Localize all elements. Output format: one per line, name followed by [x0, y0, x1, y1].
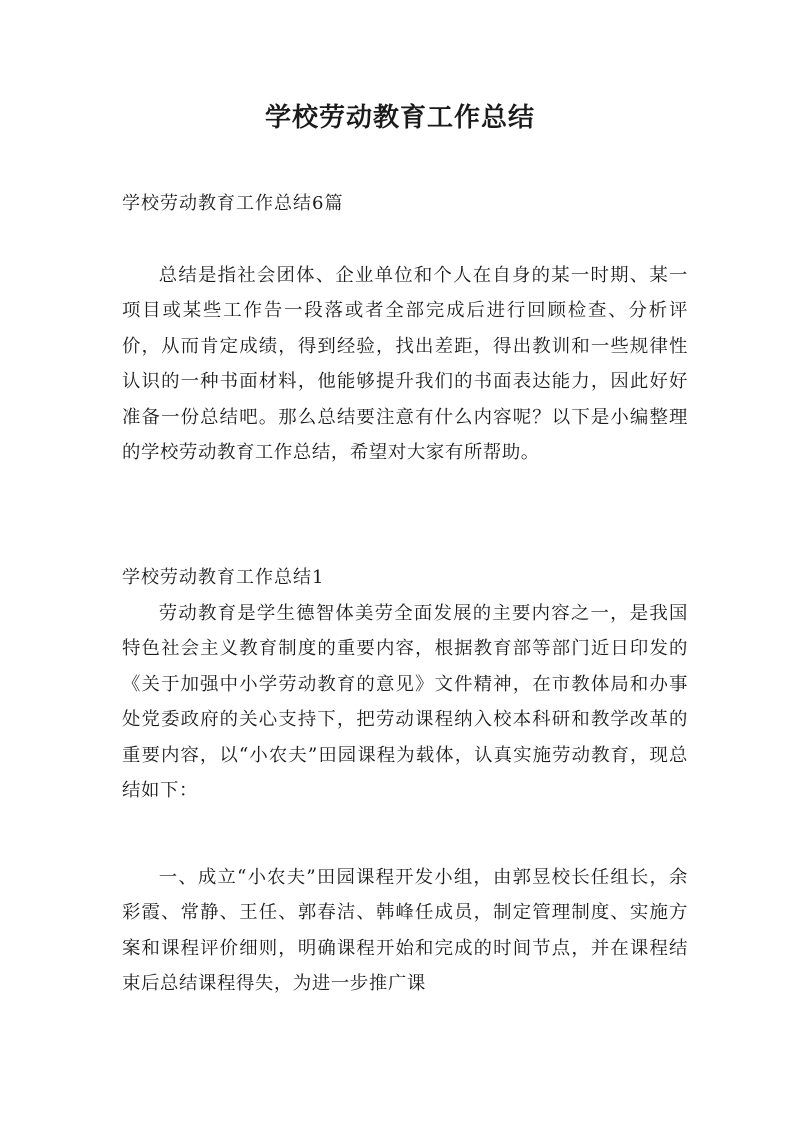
section-paragraph — [122, 596, 688, 808]
section-heading: 学校劳动教育工作总结1 — [122, 567, 325, 588]
section-text: 劳动教育是学生德智体美劳全面发展的主要内容之一，是我国特色社会主义教育制度的重要内容，根据教育部等部门近日印发的《关于加强中小学劳动教育的意见》文件精神，在市教体局和办事处党委政府的关心支持下，把劳动课程纳入校本科研和教学改革的重要内容，以“小农夫”田园课程为载体，认真实施劳动教育，现总结如下： — [122, 603, 688, 802]
intro-paragraph — [122, 258, 688, 470]
item-paragraph — [122, 860, 688, 1002]
document-title: 学校劳动教育工作总结 — [264, 103, 535, 133]
item-text: 一、成立“小农夫”田园课程开发小组，由郭昱校长任组长，余彩霞、常静、王任、郭春洁、韩峰任成员，制定管理制度、实施方案和课程评价细则，明确课程开始和完成的时间节点，并在课程结束后总结课程得失，为进一步推广课 — [122, 867, 688, 995]
intro-text: 总结是指社会团体、企业单位和个人在自身的某一时期、某一项目或某些工作告一段落或者全部完成后进行回顾检查、分析评价，从而肯定成绩，得到经验，找出差距，得出教训和一些规律性认识的一种书面材料，他能够提升我们的书面表达能力，因此好好准备一份总结吧。那么总结要注意有什么内容呢？以下是小编整理的学校劳动教育工作总结，希望对大家有所帮助。 — [122, 265, 688, 464]
document-subtitle: 学校劳动教育工作总结6篇 — [122, 193, 344, 214]
